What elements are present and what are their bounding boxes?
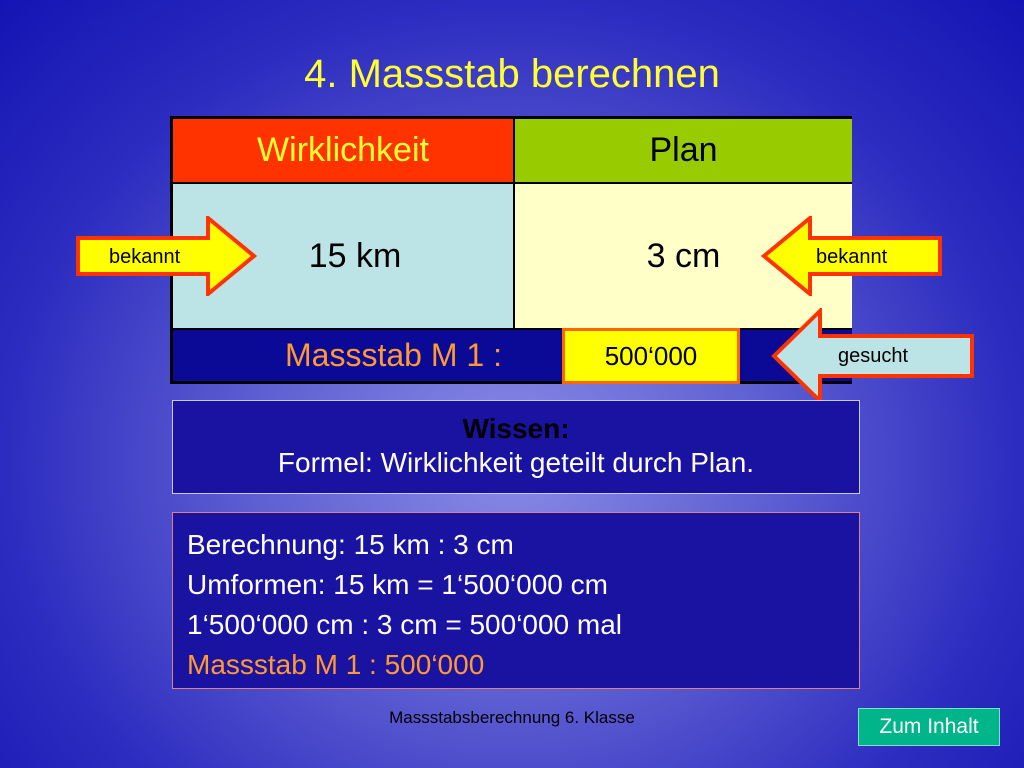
slide-title: 4. Massstab berechnen <box>304 52 720 96</box>
answer-box: 500‘000 <box>562 328 740 384</box>
zum-inhalt-button[interactable]: Zum Inhalt <box>858 708 1000 746</box>
callout-label: bekannt <box>109 246 181 268</box>
value-wirklichkeit: 15 km <box>173 184 513 328</box>
knowledge-box <box>172 400 860 494</box>
callout-bekannt-right <box>760 216 944 296</box>
calculation-box <box>172 512 860 689</box>
callout-label: gesucht <box>838 345 909 367</box>
calculation-line: Umformen: 15 km = 1‘500‘000 cm <box>187 569 608 600</box>
calculation-line: Berechnung: 15 km : 3 cm <box>187 529 514 560</box>
calculation-line: 1‘500‘000 cm : 3 cm = 500‘000 mal <box>187 609 623 640</box>
slide-footer: Massstabsberechnung 6. Klasse <box>389 708 635 727</box>
knowledge-heading: Wissen: <box>462 413 570 444</box>
callout-label: bekannt <box>816 246 888 268</box>
header-plan: Plan <box>515 119 852 182</box>
massstab-label: Massstab M 1 : <box>173 330 852 381</box>
callout-bekannt-left <box>76 216 260 296</box>
scale-table <box>170 116 852 384</box>
header-wirklichkeit: Wirklichkeit <box>173 119 513 182</box>
callout-gesucht <box>770 308 976 404</box>
calculation-result: Massstab M 1 : 500‘000 <box>187 649 485 680</box>
value-plan: 3 cm <box>515 184 852 328</box>
knowledge-formula: Formel: Wirklichkeit geteilt durch Plan. <box>277 447 755 478</box>
